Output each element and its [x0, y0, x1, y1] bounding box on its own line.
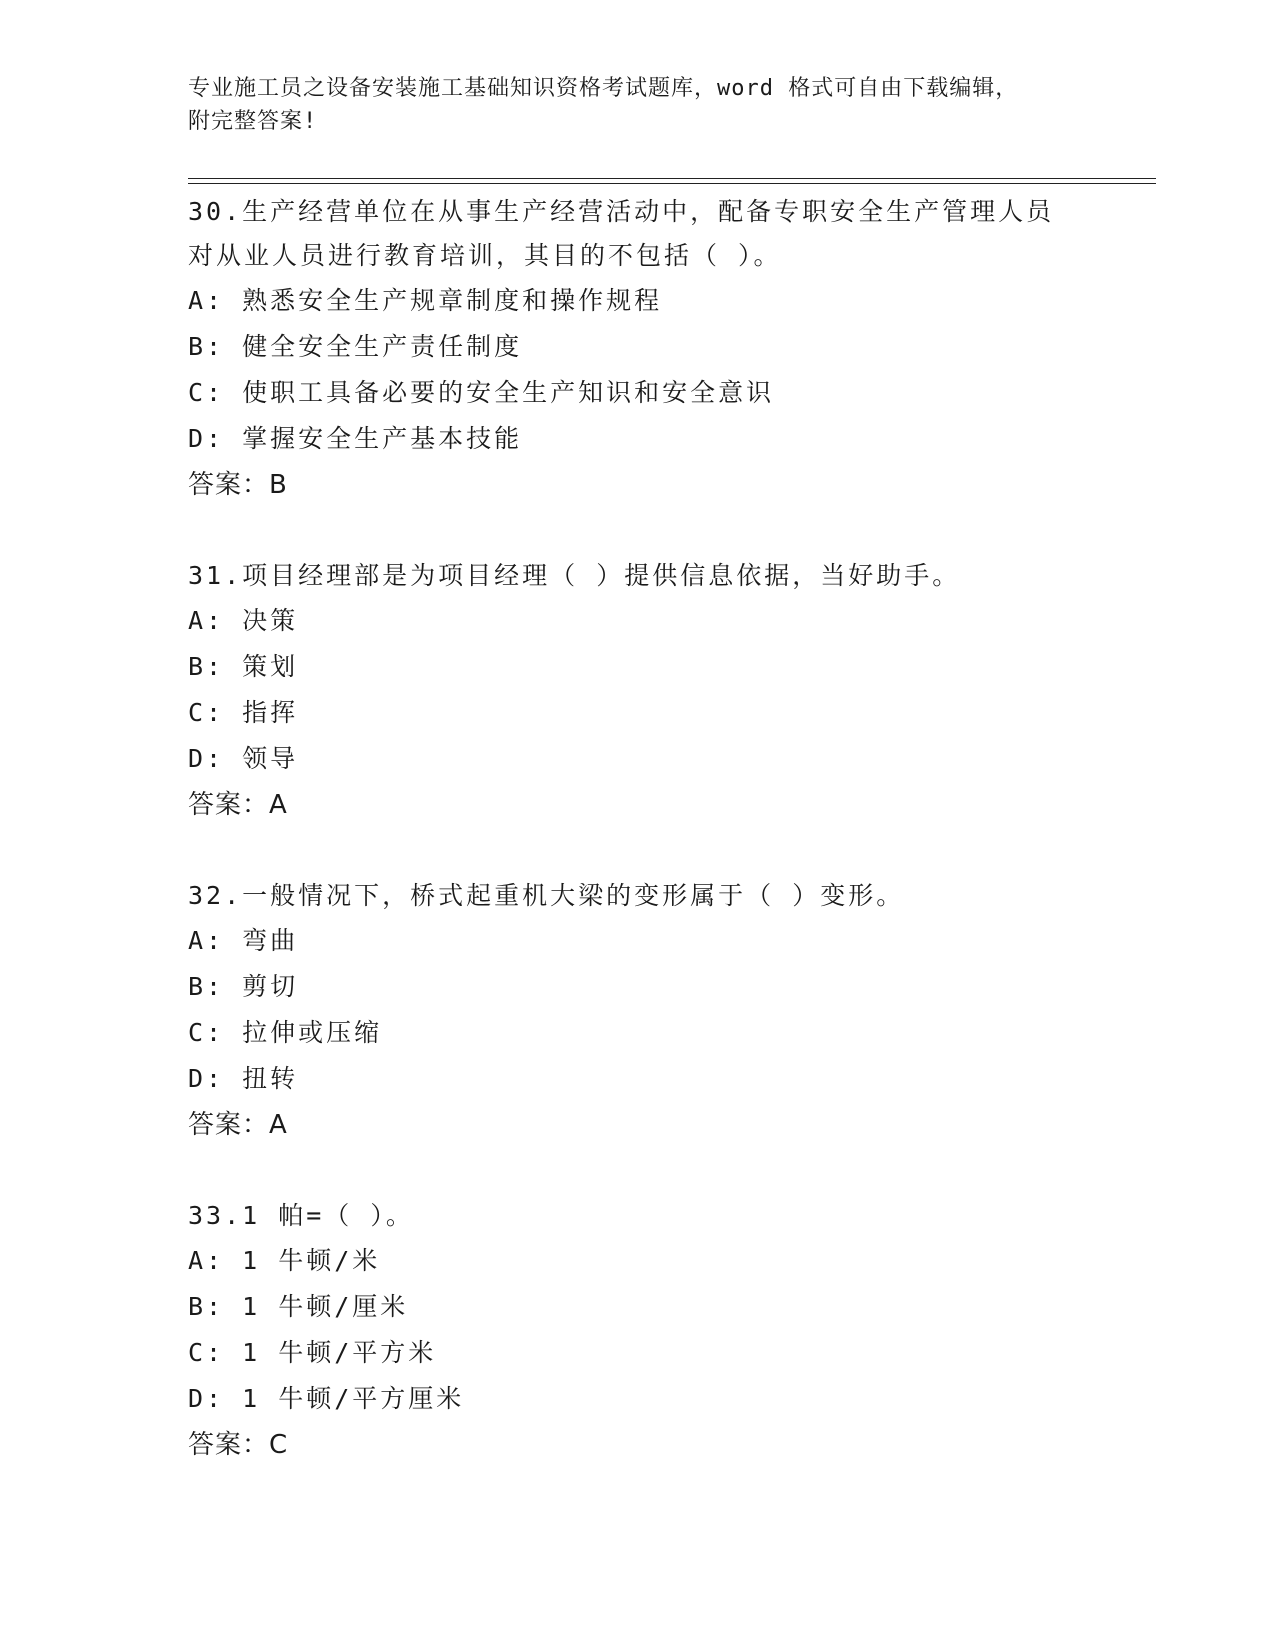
question-stem-line-2: 对从业人员进行教育培训，其目的不包括（ ）。 [188, 241, 782, 270]
question-30 [188, 190, 1088, 508]
option-c: C: 1 牛顿/平方米 [188, 1338, 437, 1367]
option-b: B: 剪切 [188, 972, 299, 1001]
option-a: A: 决策 [188, 606, 299, 635]
question-stem-line-1: 30.生产经营单位在从事生产经营活动中，配备专职安全生产管理人员 [188, 197, 1055, 226]
question-stem [188, 190, 1088, 278]
option-c: C: 拉伸或压缩 [188, 1018, 383, 1047]
answer-label: 答案：A [188, 790, 288, 820]
option-d: D: 1 牛顿/平方厘米 [188, 1384, 465, 1413]
question-stem [188, 1194, 1088, 1238]
option-b: B: 1 牛顿/厘米 [188, 1292, 409, 1321]
header-divider-bottom [188, 183, 1156, 184]
header-divider-top [188, 178, 1156, 179]
question-stem [188, 874, 1088, 918]
header-line-1: 专业施工员之设备安装施工基础知识资格考试题库，word 格式可自由下载编辑， [188, 76, 1019, 101]
document-header [188, 72, 1088, 138]
question-stem-line-1: 33.1 帕=（ ）。 [188, 1201, 414, 1230]
option-d: D: 掌握安全生产基本技能 [188, 424, 523, 453]
answer-label: 答案：B [188, 470, 288, 500]
header-line-2: 附完整答案! [188, 109, 318, 134]
option-d: D: 扭转 [188, 1064, 299, 1093]
question-stem-line-1: 32.一般情况下，桥式起重机大梁的变形属于（ ）变形。 [188, 881, 905, 910]
question-stem-line-1: 31.项目经理部是为项目经理（ ）提供信息依据，当好助手。 [188, 561, 961, 590]
option-b: B: 策划 [188, 652, 299, 681]
question-32 [188, 874, 1088, 1148]
option-a: A: 熟悉安全生产规章制度和操作规程 [188, 286, 663, 315]
question-31 [188, 554, 1088, 828]
answer-label: 答案：C [188, 1430, 289, 1460]
option-b: B: 健全安全生产责任制度 [188, 332, 523, 361]
question-list [188, 190, 1088, 1514]
question-33 [188, 1194, 1088, 1468]
option-a: A: 弯曲 [188, 926, 299, 955]
option-c: C: 指挥 [188, 698, 299, 727]
question-stem [188, 554, 1088, 598]
option-d: D: 领导 [188, 744, 299, 773]
answer-label: 答案：A [188, 1110, 288, 1140]
option-c: C: 使职工具备必要的安全生产知识和安全意识 [188, 378, 775, 407]
option-a: A: 1 牛顿/米 [188, 1246, 381, 1275]
